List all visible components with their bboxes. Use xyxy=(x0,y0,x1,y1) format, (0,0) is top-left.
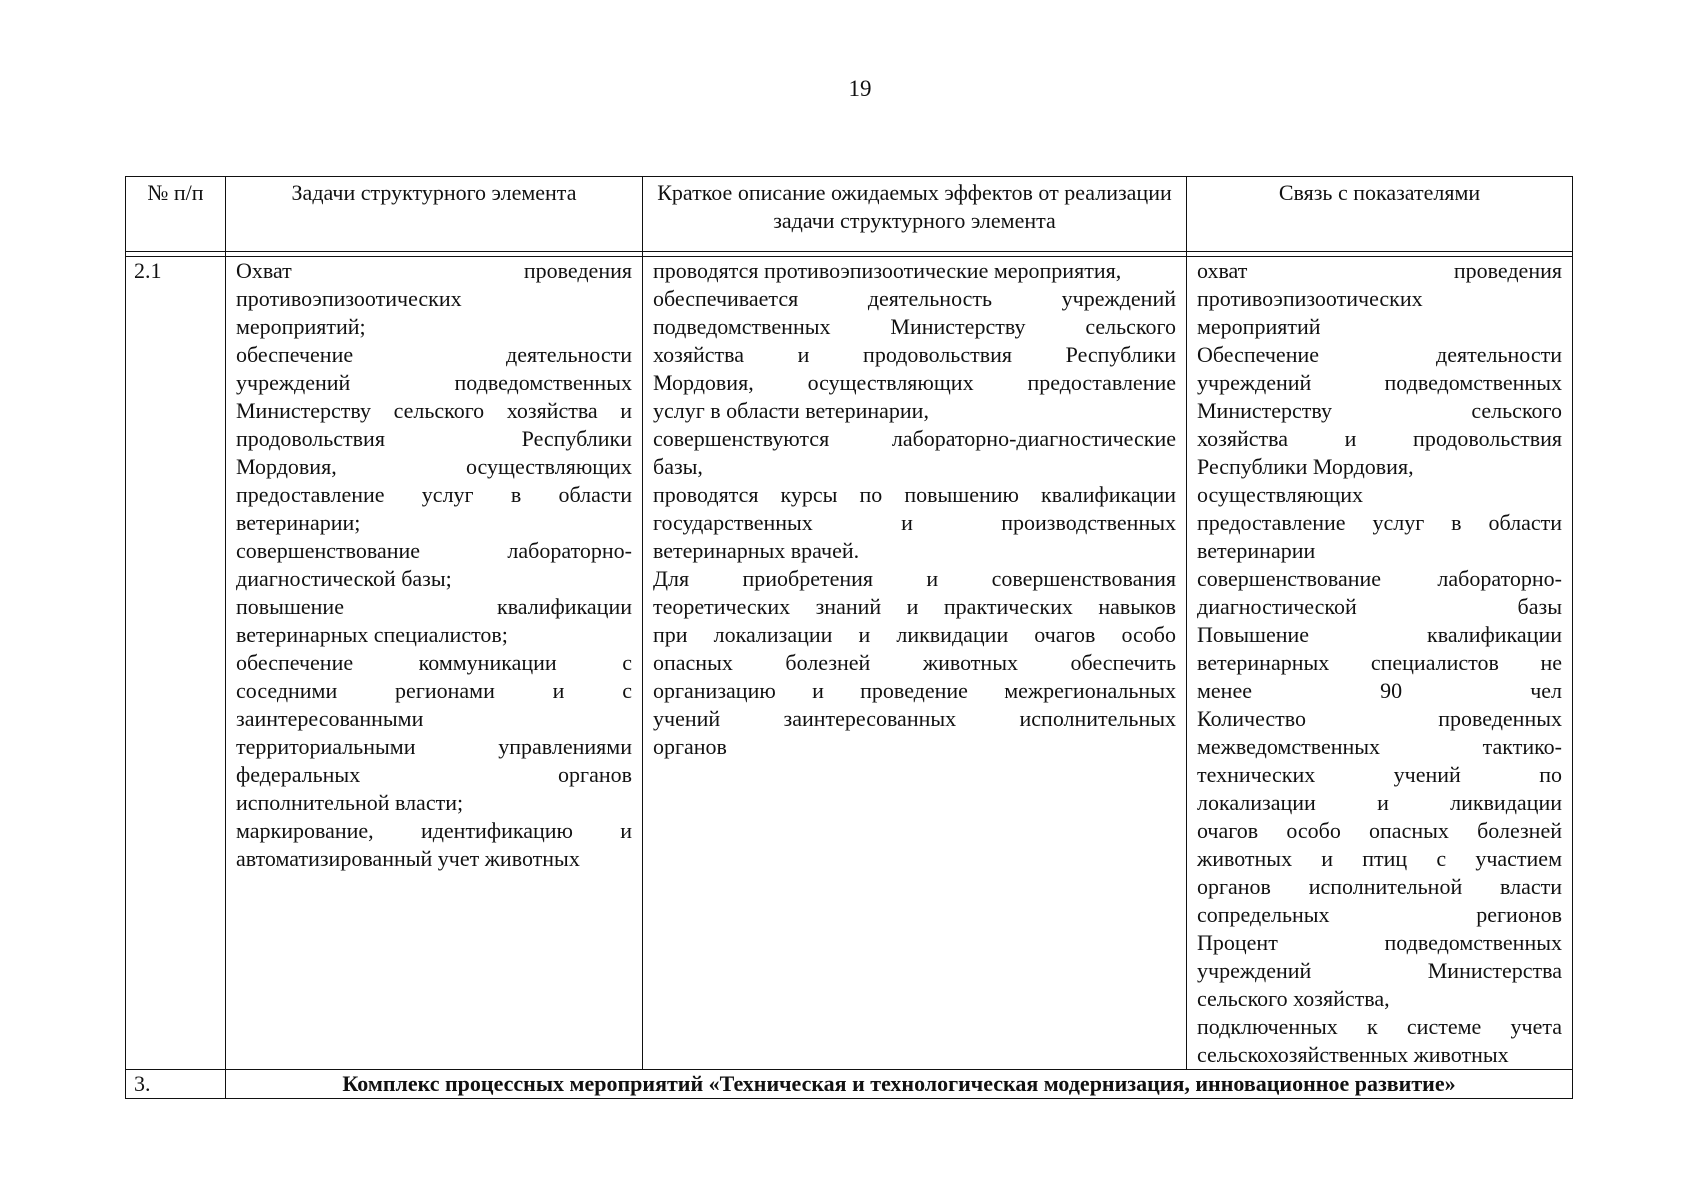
text-line: при локализации и ликвидации очагов особо xyxy=(653,622,1176,647)
text-line: Охват проведения xyxy=(236,258,632,283)
text-line: Количество проведенных xyxy=(1197,706,1562,731)
text-line: соседними регионами и с xyxy=(236,678,632,703)
text-line: Обеспечение деятельности xyxy=(1197,342,1562,367)
text-line: повышение квалификации xyxy=(236,594,632,619)
text-line: предоставление услуг в области xyxy=(236,482,632,507)
text-line: диагностической базы; xyxy=(236,566,452,591)
header-number: № п/п xyxy=(126,177,226,252)
text-line: автоматизированный учет животных xyxy=(236,846,580,871)
indicators-cell xyxy=(1187,257,1573,1070)
text-line: диагностической базы xyxy=(1197,594,1562,619)
text-line: менее 90 чел xyxy=(1197,678,1562,703)
table-row-2-1 xyxy=(126,257,1573,1070)
text-line: осуществляющих xyxy=(1197,482,1363,507)
text-line: охват проведения xyxy=(1197,258,1562,283)
text-line: учреждений подведомственных xyxy=(1197,370,1562,395)
tasks-cell xyxy=(226,257,643,1070)
text-line: территориальными управлениями xyxy=(236,734,632,759)
text-line: органов исполнительной власти xyxy=(1197,874,1562,899)
text-line: противоэпизоотических xyxy=(236,286,462,311)
text-line: Республики Мордовия, xyxy=(1197,454,1414,479)
text-line: Министерству сельского xyxy=(1197,398,1562,423)
text-line: федеральных органов xyxy=(236,762,632,787)
text-line: исполнительной власти; xyxy=(236,790,464,815)
section-title: Комплекс процессных мероприятий «Техническая и технологическая модернизация, инновационное развитие» xyxy=(226,1070,1573,1099)
effects-cell xyxy=(643,257,1187,1070)
row-number-3: 3. xyxy=(126,1070,226,1099)
text-line: органов xyxy=(653,734,727,759)
structural-element-table xyxy=(125,176,1573,1099)
text-line: очагов особо опасных болезней xyxy=(1197,818,1562,843)
text-line: совершенствование лабораторно- xyxy=(236,538,632,563)
text-line: теоретических знаний и практических навыков xyxy=(653,594,1176,619)
text-line: проводятся противоэпизоотические мероприятия, xyxy=(653,258,1122,283)
text-line: обеспечивается деятельность учреждений xyxy=(653,286,1176,311)
text-line: ветеринарии; xyxy=(236,510,361,535)
text-line: сельского хозяйства, xyxy=(1197,986,1390,1011)
text-line: технических учений по xyxy=(1197,762,1562,787)
header-indicators: Связь с показателями xyxy=(1187,177,1573,252)
text-line: Министерству сельского хозяйства и xyxy=(236,398,632,423)
text-line: организацию и проведение межрегиональных xyxy=(653,678,1176,703)
text-line: ветеринарных специалистов; xyxy=(236,622,508,647)
text-line: ветеринарии xyxy=(1197,538,1316,563)
text-line: локализации и ликвидации xyxy=(1197,790,1562,815)
text-line: государственных и производственных xyxy=(653,510,1176,535)
text-line: продовольствия Республики xyxy=(236,426,632,451)
text-line: Повышение квалификации xyxy=(1197,622,1562,647)
text-line: базы, xyxy=(653,454,703,479)
text-line: ветеринарных специалистов не xyxy=(1197,650,1562,675)
text-line: учреждений подведомственных xyxy=(236,370,632,395)
text-line: совершенствование лабораторно- xyxy=(1197,566,1562,591)
table-row-3 xyxy=(126,1070,1573,1099)
text-line: Процент подведомственных xyxy=(1197,930,1562,955)
text-line: хозяйства и продовольствия Республики xyxy=(653,342,1176,367)
text-line: животных и птиц с участием xyxy=(1197,846,1562,871)
text-line: маркирование, идентификацию и xyxy=(236,818,632,843)
table-header-row xyxy=(126,177,1573,252)
text-line: обеспечение деятельности xyxy=(236,342,632,367)
text-line: подведомственных Министерству сельского xyxy=(653,314,1176,339)
text-line: противоэпизоотических xyxy=(1197,286,1423,311)
header-effects: Краткое описание ожидаемых эффектов от реализации задачи структурного элемента xyxy=(643,177,1187,252)
text-line: мероприятий xyxy=(1197,314,1321,339)
text-line: учений заинтересованных исполнительных xyxy=(653,706,1176,731)
text-line: обеспечение коммуникации с xyxy=(236,650,632,675)
text-line: Мордовия, осуществляющих предоставление xyxy=(653,370,1176,395)
text-line: Для приобретения и совершенствования xyxy=(653,566,1176,591)
text-line: учреждений Министерства xyxy=(1197,958,1562,983)
text-line: заинтересованными xyxy=(236,706,424,731)
text-line: проводятся курсы по повышению квалификации xyxy=(653,482,1176,507)
header-tasks: Задачи структурного элемента xyxy=(226,177,643,252)
text-line: совершенствуются лабораторно-диагностические xyxy=(653,426,1176,451)
text-line: опасных болезней животных обеспечить xyxy=(653,650,1176,675)
text-line: мероприятий; xyxy=(236,314,366,339)
text-line: межведомственных тактико- xyxy=(1197,734,1562,759)
text-line: предоставление услуг в области xyxy=(1197,510,1562,535)
text-line: хозяйства и продовольствия xyxy=(1197,426,1562,451)
text-line: услуг в области ветеринарии, xyxy=(653,398,929,423)
text-line: сельскохозяйственных животных xyxy=(1197,1042,1509,1067)
text-line: сопредельных регионов xyxy=(1197,902,1562,927)
page-number: 19 xyxy=(848,76,872,101)
text-line: Мордовия, осуществляющих xyxy=(236,454,632,479)
row-number-2-1: 2.1 xyxy=(126,257,226,1070)
text-line: подключенных к системе учета xyxy=(1197,1014,1562,1039)
text-line: ветеринарных врачей. xyxy=(653,538,860,563)
